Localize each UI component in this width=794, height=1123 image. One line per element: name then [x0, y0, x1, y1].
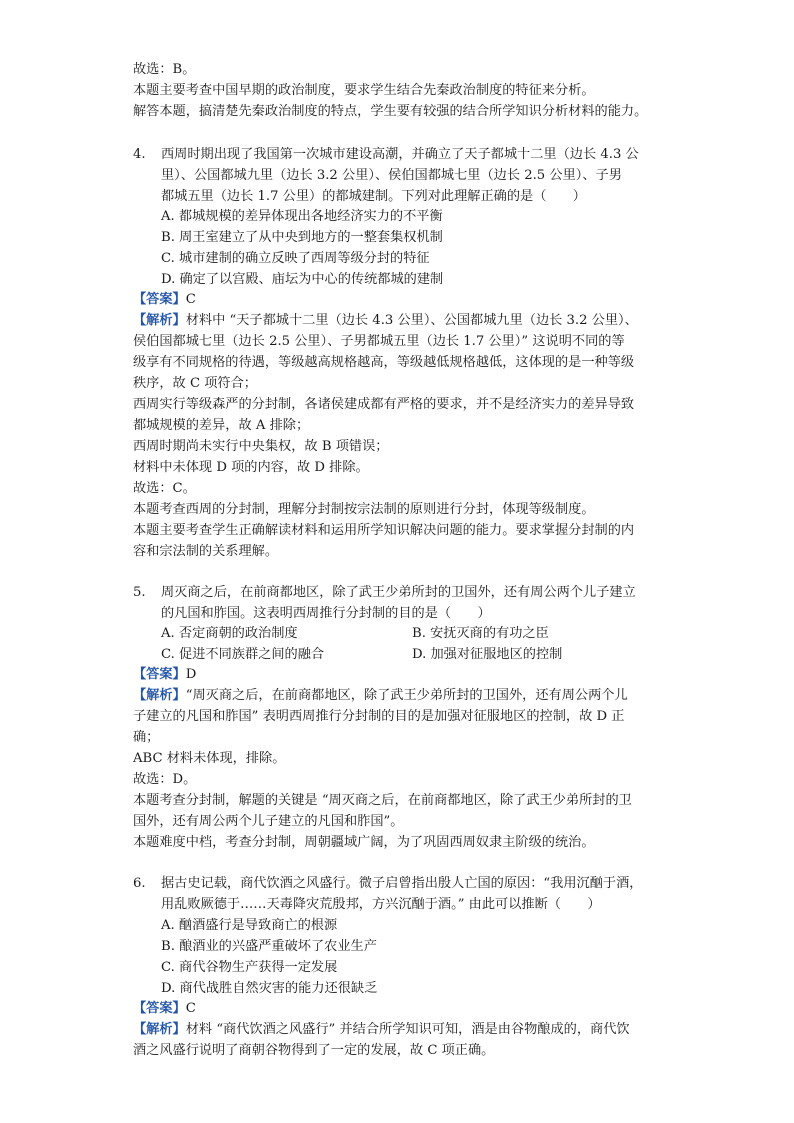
q4-analysis-line: 故选：C。: [133, 481, 196, 496]
q5-stem-line: 的凡国和胙国。这表明西周推行分封制的目的是（ ）: [161, 606, 491, 621]
q4-answer: [133, 290, 196, 310]
q5-analysis-line: ABC 材料未体现，排除。: [133, 751, 286, 766]
prev-conclusion: 故选：B。: [133, 62, 196, 77]
q6-answer-value: C: [185, 1001, 196, 1016]
q5-answer-value: D: [185, 667, 197, 682]
q6-option-b: B. 酿酒业的兴盛严重破坏了农业生产: [161, 939, 377, 954]
q6-option-a: A. 酗酒盛行是导致商亡的根源: [161, 918, 338, 933]
q4-analysis-line: 秩序，故 C 项符合；: [133, 376, 257, 391]
q5-option-a: A. 否定商朝的政治制度: [161, 626, 298, 641]
q5-analysis-line: 国外，还有周公两个儿子建立的凡国和胙国”。: [133, 814, 404, 829]
q5-option-c: C. 促进不同族群之间的融合: [161, 647, 325, 662]
q6-option-d: D. 商代战胜自然灾害的能力还很缺乏: [161, 981, 378, 996]
q4-analysis-line: 本题考查西周的分封制，理解分封制按宗法制的原则进行分封，体现等级制度。: [133, 502, 595, 517]
q4-stem-line: 西周时期出现了我国第一次城市建设高潮，并确立了天子都城十二里（边长 4.3 公: [161, 147, 639, 162]
q5-number: 5.: [133, 585, 146, 600]
q6-option-c: C. 商代谷物生产获得一定发展: [161, 960, 338, 975]
analysis-tag: 【解析】: [133, 688, 186, 703]
q4-analysis-line: 材料中未体现 D 项的内容，故 D 排除。: [133, 460, 369, 475]
q4-analysis-line: 本题主要考查学生正确解读材料和运用所学知识解决问题的能力。要求掌握分封制的内: [133, 523, 635, 538]
q5-analysis-line: 子建立的凡国和胙国” 表明西周推行分封制的目的是加强对征服地区的控制，故 D 正: [133, 709, 625, 724]
q4-stem-line: 里）、公国都城九里（边长 3.2 公里）、侯伯国都城七里（边长 2.5 公里）、子男: [161, 168, 622, 183]
prev-summary: 本题主要考查中国早期的政治制度，要求学生结合先秦政治制度的特征来分析。: [133, 83, 595, 98]
q4-analysis-line: 容和宗法制的关系理解。: [133, 544, 279, 559]
q5-analysis-line: 本题考查分封制，解题的关键是 “周灭商之后，在前商都地区，除了武王少弟所封的卫: [133, 793, 632, 808]
q5-analysis-line: 故选：D。: [133, 772, 197, 787]
q5-answer: [133, 665, 196, 685]
q4-analysis-line: 都城规模的差异，故 A 排除；: [133, 418, 310, 433]
q5-option-d: D. 加强对征服地区的控制: [412, 647, 563, 662]
q4-stem-line: 都城五里（边长 1.7 公里）的都城建制。下列对此理解正确的是（ ）: [161, 189, 586, 204]
q4-analysis-line: 西周实行等级森严的分封制，各诸侯建成都有严格的要求，并不是经济实力的差异导致: [133, 397, 635, 412]
q4-analysis-line: 侯伯国都城七里（边长 2.5 公里）、子男都城五里（边长 1.7 公里）” 这说明不同的等: [133, 334, 625, 349]
q4-number: 4.: [133, 147, 146, 162]
answer-tag: 【答案】: [133, 667, 186, 682]
q6-number: 6.: [133, 876, 146, 891]
q6-analysis-text: 材料 “商代饮酒之风盛行” 并结合所学知识可知，酒是由谷物酿成的，商代饮: [185, 1022, 630, 1037]
q4-analysis-line: 级享有不同规格的待遇，等级越高规格越高，等级越低规格越低，这体现的是一种等级: [133, 355, 635, 370]
q4-analysis-text: 材料中 “天子都城十二里（边长 4.3 公里）、公国都城九里（边长 3.2 公里）、: [185, 313, 638, 328]
q6-analysis-line: 酒之风盛行说明了商朝谷物得到了一定的发展，故 C 项正确。: [133, 1043, 495, 1058]
q6-stem-line: 用乱败厥德于……天毒降灾荒殷邦，方兴沉酗于酒。” 由此可以推断（ ）: [161, 897, 601, 912]
q6-stem-line: 据古史记载，商代饮酒之风盛行。微子启曾指出殷人亡国的原因：“我用沉酗于酒，: [161, 876, 643, 891]
prev-summary-2: 解答本题，搞清楚先秦政治制度的特点，学生要有较强的结合所学知识分析材料的能力。: [133, 104, 648, 119]
q5-analysis-line: 确；: [133, 730, 160, 745]
q6-analysis-first: [133, 1020, 630, 1040]
analysis-tag: 【解析】: [133, 1022, 186, 1037]
q5-analysis-line: 本题难度中档，考查分封制，周朝疆域广阔，为了巩固西周奴隶主阶级的统治。: [133, 835, 595, 850]
q4-analysis-line: 西周时期尚未实行中央集权，故 B 项错误；: [133, 439, 389, 454]
q5-analysis-text: “周灭商之后，在前商都地区，除了武王少弟所封的卫国外，还有周公两个儿: [185, 688, 628, 703]
q4-analysis-first: [133, 311, 638, 331]
analysis-tag: 【解析】: [133, 313, 186, 328]
q5-analysis-first: [133, 686, 628, 706]
q5-stem-line: 周灭商之后，在前商都地区，除了武王少弟所封的卫国外，还有周公两个儿子建立: [161, 585, 636, 600]
q4-option-d: D. 确定了以宫殿、庙坛为中心的传统都城的建制: [161, 272, 444, 287]
q4-option-c: C. 城市建制的确立反映了西周等级分封的特征: [161, 251, 430, 266]
answer-tag: 【答案】: [133, 1001, 186, 1016]
q4-option-b: B. 周王室建立了从中央到地方的一整套集权机制: [161, 230, 443, 245]
q6-answer: [133, 999, 196, 1019]
q5-option-b: B. 安抚灭商的有功之臣: [412, 626, 549, 641]
answer-tag: 【答案】: [133, 292, 186, 307]
q4-option-a: A. 都城规模的差异体现出各地经济实力的不平衡: [161, 209, 443, 224]
q4-answer-value: C: [185, 292, 196, 307]
